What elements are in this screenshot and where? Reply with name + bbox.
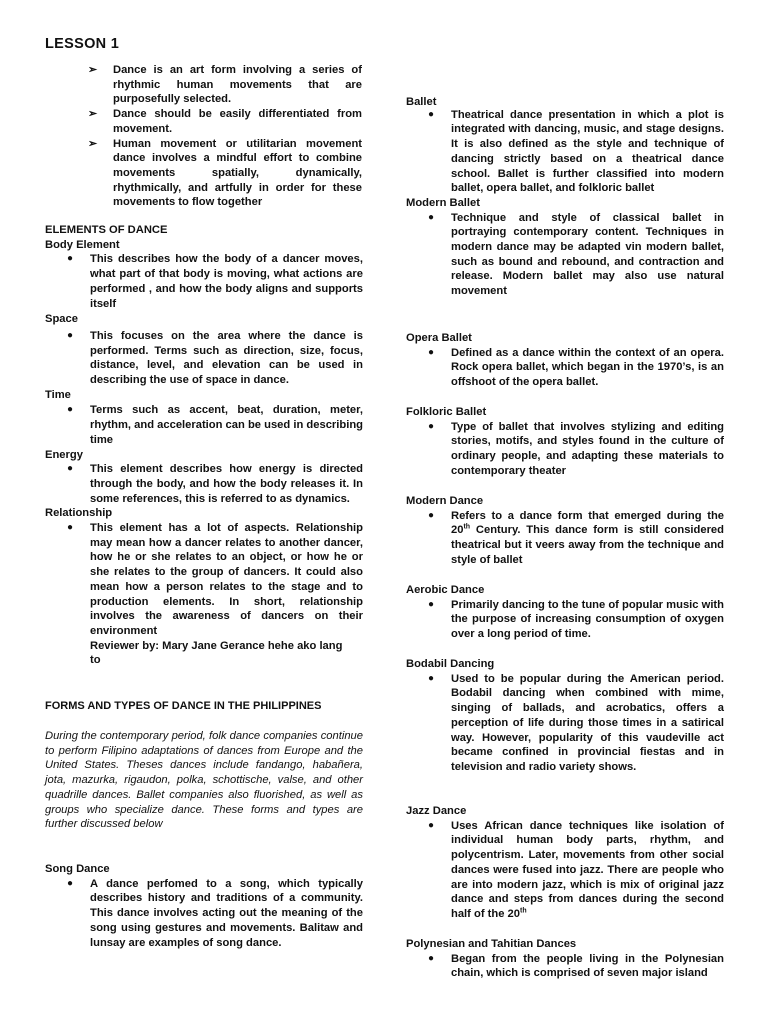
element-title: Relationship <box>45 507 113 520</box>
intro-point: ➢ Dance is an art form involving a series of rhythmic human movements that are purposefully selected. <box>88 64 362 106</box>
lesson-title: LESSON 1 <box>45 36 120 52</box>
arrow-bullet-icon: ➢ <box>88 108 98 121</box>
section-description: ● Technique and style of classical ballet in portraying contemporary content. Techniques in modern dance may be adapted vin modern ballet, such as bound and rebound, and contraction and release. Modern ballet may also use natural movement <box>428 211 724 298</box>
section-title: Bodabil Dancing <box>406 658 495 670</box>
arrow-bullet-icon: ➢ <box>88 64 98 76</box>
intro-point: ➢ Human movement or utilitarian movement dance involves a mindful effort to combine movements spatially, dynamically, rhythmically, and artfully in order for these movements to flow together <box>88 137 362 209</box>
section-title: Aerobic Dance <box>406 584 485 596</box>
section-title: Jazz Dance <box>406 805 467 817</box>
element-title: Body Element <box>45 238 120 251</box>
jazz-dance-section <box>406 804 724 922</box>
section-description: ● Defined as a dance within the context of an opera. Rock opera ballet, which began in the 1970’s, is an offshoot of the opera ballet. <box>428 346 724 389</box>
elements-heading: ELEMENTS OF DANCE <box>45 224 168 236</box>
intro-points-list <box>88 63 362 210</box>
bullet-icon: ● <box>67 522 74 534</box>
bodabil-section <box>406 657 724 775</box>
section-description: ● Refers to a dance form that emerged during the 20th Century. This dance form is still considered theatrical but it veers away from the technique and style of ballet <box>428 509 724 566</box>
modern-dance-section <box>406 494 724 568</box>
opera-ballet-section <box>406 331 724 390</box>
bullet-icon: ● <box>428 819 435 831</box>
element-description: ● This focuses on the area where the dance is performed. Terms such as direction, size, focus, distance, level, and elevation can be used in describing the use of space in dance. <box>67 329 363 387</box>
section-title: Opera Ballet <box>406 332 472 344</box>
bullet-icon: ● <box>428 509 435 521</box>
song-dance-section <box>45 862 363 950</box>
elements-section <box>45 223 363 668</box>
folkloric-ballet-section <box>406 405 724 479</box>
section-description: ● Type of ballet that involves stylizing and editing stories, motifs, and styles found in the culture of ordinary people, and adapting these materials to contemporary theater <box>428 420 724 477</box>
section-description: ● Used to be popular during the American period. Bodabil dancing when combined with mime, singing of ballads, and acrobatics, offers a perception of life during those times in a satirical way. However, popularity of this vaudeville act became confined in provincial fiestas and in television and radio variety shows. <box>428 672 724 773</box>
reviewer-credit: Reviewer by: Mary Jane Gerance hehe ako lang <box>90 639 343 652</box>
section-description: ● Primarily dancing to the tune of popular music with the purpose of increasing consumption of oxygen over a long period of time. <box>428 598 724 641</box>
forms-heading: FORMS AND TYPES OF DANCE IN THE PHILIPPINES <box>45 700 322 712</box>
bullet-icon: ● <box>67 877 74 889</box>
element-description: ● This describes how the body of a dancer moves, what part of that body is moving, what actions are performed , and how the body aligns and supports itself <box>67 253 363 310</box>
bullet-icon: ● <box>67 463 74 475</box>
polynesian-section <box>406 937 724 981</box>
bullet-icon: ● <box>428 672 435 684</box>
section-title: Ballet <box>406 96 437 108</box>
ballet-section <box>406 95 724 299</box>
bullet-icon: ● <box>67 253 74 265</box>
aerobic-dance-section <box>406 583 724 642</box>
element-description: ● This element describes how energy is directed through the body, and how the body releases it. In some references, this is referred to as dynamics. <box>67 463 363 505</box>
section-title: Modern Ballet <box>406 196 480 209</box>
section-title: Folkloric Ballet <box>406 406 487 418</box>
forms-intro: During the contemporary period, folk dance companies continue to perform Filipino adaptations of dances from Europe and the United States. Theses dances include fandango, habañera, jota, mazurka, rigaudon, polka, schottische, valse, and other quadrille dances. Ballet companies also fluorished, as well as groups who specialize dance. These forms and types are further discussed below <box>45 730 363 831</box>
bullet-icon: ● <box>428 108 435 120</box>
bullet-icon: ● <box>67 404 74 416</box>
section-description: ● A dance perfomed to a song, which typically describes history and traditions of a community. This dance involves acting out the meaning of the song using gestures and movements. Balitaw and lunsay are examples of song dance. <box>67 877 363 949</box>
bullet-icon: ● <box>428 598 435 610</box>
intro-point: ➢ Dance should be easily differentiated from movement. <box>88 108 362 135</box>
section-title: Modern Dance <box>406 495 484 507</box>
section-description: ● Began from the people living in the Polynesian chain, which is comprised of seven major island <box>428 952 724 980</box>
reviewer-credit-cont: to <box>90 654 101 667</box>
bullet-icon: ● <box>428 420 435 432</box>
bullet-icon: ● <box>428 952 435 964</box>
section-title: Polynesian and Tahitian Dances <box>406 938 577 950</box>
element-title: Energy <box>45 448 83 461</box>
bullet-icon: ● <box>428 211 435 223</box>
element-title: Time <box>45 388 71 401</box>
element-description: ● Terms such as accent, beat, duration, meter, rhythm, and acceleration can be used in describing time <box>67 404 363 446</box>
section-description: ● Uses African dance techniques like isolation of individual human body parts, rhythm, and polycentrism. Later, movements from other social dances were fused into jazz. There are people who are into modern jazz, which is mix of original jazz dance and steps from dances during the second half of the 20th <box>428 819 724 920</box>
bullet-icon: ● <box>428 346 435 358</box>
arrow-bullet-icon: ➢ <box>88 137 98 150</box>
element-description: ● This element has a lot of aspects. Relationship may mean how a dancer relates to another dancer, how he or she relates to an object, or how he or she relates to the group of dancers. It could also mean how a person relates to the stage and to production elements. In short, relationship involves the awareness of dancers on their environment <box>67 522 363 637</box>
bullet-icon: ● <box>67 329 74 341</box>
section-description: ● Theatrical dance presentation in which a plot is integrated with dancing, music, and stage designs. It is also defined as the style and technique of dancing strictly based on a theatrical dance school. Ballet is further classified into modern ballet, opera ballet, and folkloric ballet <box>428 108 724 195</box>
section-title: Song Dance <box>45 863 110 875</box>
element-title: Space <box>45 313 78 326</box>
